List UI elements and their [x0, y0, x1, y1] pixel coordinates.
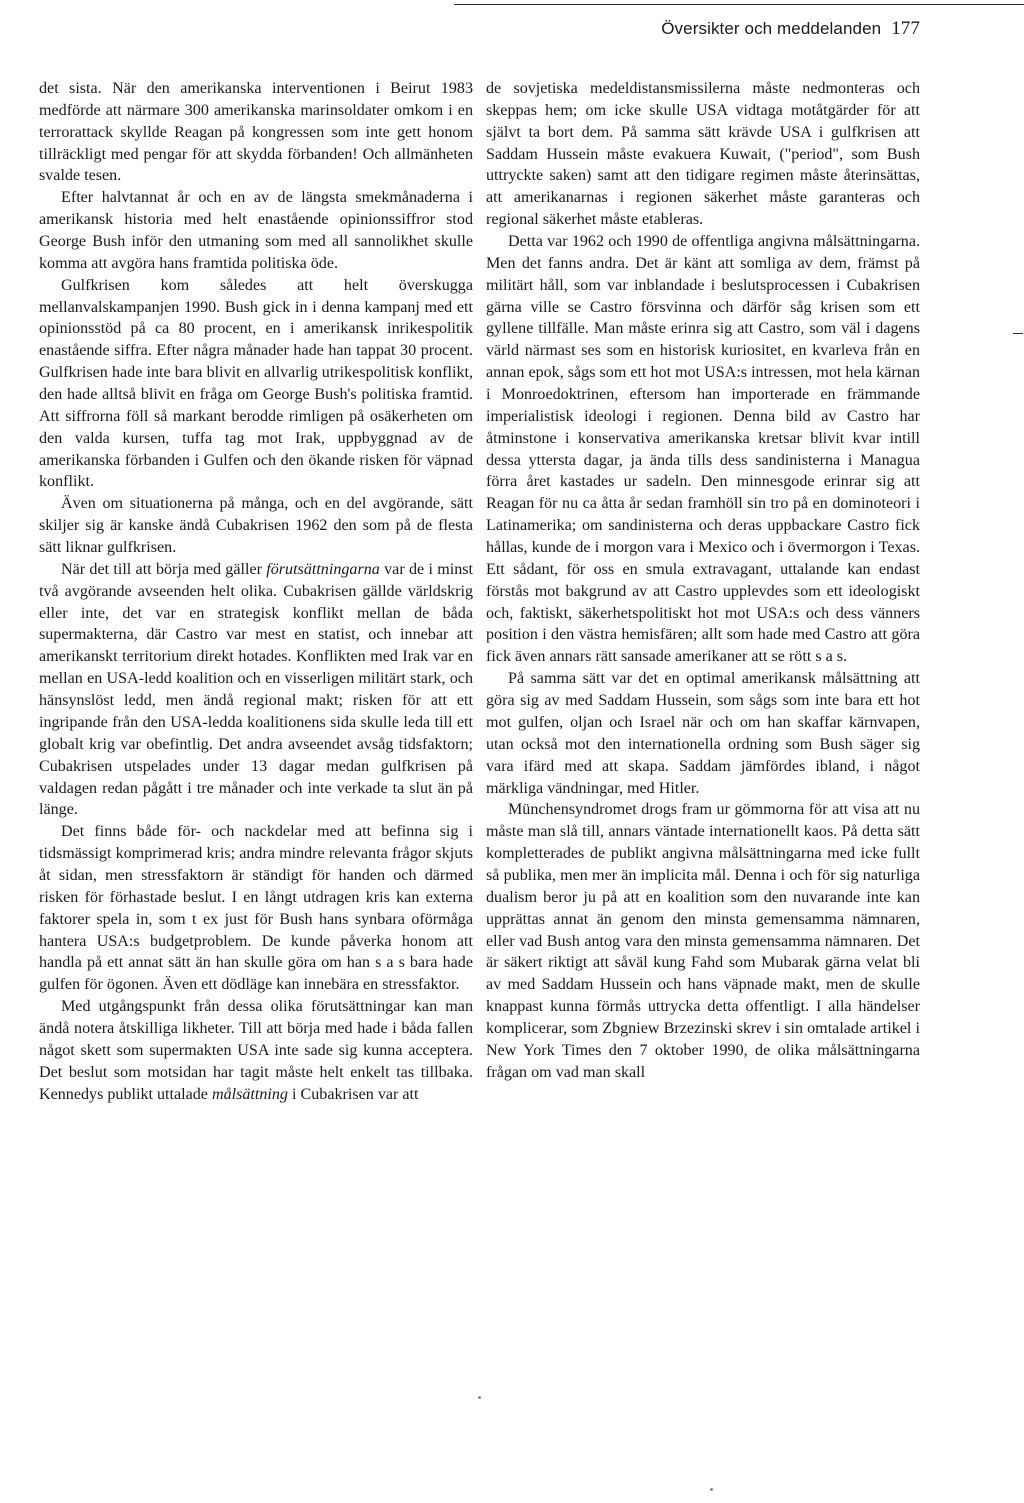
text-run: När det till att börja med gäller	[61, 560, 267, 578]
italic-term: förutsättningarna	[266, 560, 380, 578]
right-column	[486, 78, 920, 1084]
paragraph: Efter halvtannat år och en av de längsta smekmånaderna i amerikansk historia med helt enastående opinionssiffror stod George Bush inför den utmaning som med all sannolikhet skulle komma att avgöra hans framtida politiska öde.	[39, 189, 473, 272]
left-column	[39, 78, 473, 1105]
page-number: 177	[891, 18, 920, 39]
paragraph: Detta var 1962 och 1990 de offentliga angivna målsättningarna. Men det fanns andra. Det är känt att somliga av dem, främst på militärt håll, som var inblandade i beslutsprocessen i Cubakrisen gärna ville se Castro försvinna och därför såg krisen som ett gyllene tillfälle. Man måste erinra sig att Castro, som väl i dagens värld närmast ses som en historisk kuriositet, en kvarleva från en annan epok, sågs som ett hot mot USA:s intressen, mot hela kärnan i Monroedoktrinen, eftersom han importerade en främmande imperialistisk ideologi i regionen. Denna bild av Castro har åtminstone i konservativa amerikanska kretsar blivit kvar intill dessa yttersta dagar, ja ända tills dess sandinisterna i Managua förra året kastades ur sadeln. Den minnesgode erinrar sig att Reagan för nu ca åtta år sedan framhöll sin tro på en dominoteori i Latinamerika; om sandinisterna och deras uppbackare Castro fick hållas, kunde de i morgon vara i Mexico och i övermorgon i Texas. Ett sådant, för oss en smula extravagant, uttalande kan endast förstås mot bakgrund av att Castro upplevdes som ett ideologiskt och, faktiskt, säkerhetspolitiskt hot mot USA:s och dess vänners position i den västra hemisfären; allt som hade med Castro att göra fick även annars rätt sansade amerikaner att se rött s a s.	[486, 233, 921, 666]
paragraph: det sista. När den amerikanska interventionen i Beirut 1983 medförde att närmare 300 amerikanska marinsoldater omkom i en terrorattack skyllde Reagan på kongressen som inte gett honom tillräckligt med pengar för att skydda förbanden! Och allmänheten svalde tesen.	[39, 80, 473, 185]
scan-speck	[478, 1396, 481, 1399]
text-run: Med utgångspunkt från dessa olika förutsättningar kan man ändå notera åtskilliga likheter. Till att börja med hade i båda fallen något skett som supermakten USA inte sade sig kunna acceptera. Det beslut som motsidan har tagit måste helt enkelt tas tillbaka. Kennedys publikt uttalade	[39, 998, 473, 1103]
text-run: i Cubakrisen var att	[287, 1085, 419, 1103]
paragraph: Gulfkrisen kom således att helt överskugga mellanvalskampanjen 1990. Bush gick in i denna kampanj med ett opinionsstöd på ca 80 procent, en i amerikansk inrikespolitik enastående siffra. Efter några månader hade han tappat 30 procent. Gulfkrisen hade inte bara blivit en allvarlig utrikespolitisk konflikt, den hade alltså blivit en fråga om George Bush's politiska framtid. Att siffrorna föll så markant berodde rimligen på osäkerheten om den valda kursen, tuffa tag mot Irak, uppbyggnad av de amerikanska förbanden i Gulfen och den ökande risken för väpnad konflikt.	[39, 276, 473, 491]
section-title: Översikter och meddelanden	[661, 19, 882, 38]
paragraph: På samma sätt var det en optimal amerikansk målsättning att göra sig av med Saddam Hussein, som sågs som inte bara ett hot mot gulfen, oljan och Israel när och om han skaffar kärnvapen, utan också mot den internationella ordning som Bush säger sig vara ifärd med att skapa. Saddam jämfördes ibland, i något märkliga vändningar, med Hitler.	[486, 670, 920, 797]
paragraph: Det finns både för- och nackdelar med att befinna sig i tidsmässigt komprimerad kris; andra mindre relevanta frågor skjuts åt sidan, men stressfaktorn är ständigt för handen och därmed risken för förhastade beslut. I en långt utdragen kris kan externa faktorer spela in, som t ex just för Bush hans synbara oförmåga hantera USA:s budgetproblem. De kunde påverka honom att handla på ett annat sätt än han skulle göra om han s a s bara hade gulfen för ögonen. Även ett dödläge kan innebära en stressfaktor.	[39, 823, 473, 994]
margin-mark	[1013, 333, 1023, 334]
paragraph: Münchensyndromet drogs fram ur gömmorna för att visa att nu måste man slå till, annars väntade internationellt kaos. På detta sätt kompletterades de publikt angivna målsättningarna med icke fullt så publika, men mer än implicita mål. Denna i och för sig naturliga dualism beror ju på att en koalition som den nuvarande inte kan upprättas annat än genom den minsta gemensamma nämnaren, eller vad Bush antog vara den minsta gemensamma nämnaren. Det är säkert riktigt att såväl kung Fahd som Mubarak gärna velat bli av med Saddam Hussein och hans väpnade makt, men de skulle knappast kunna förmås uttrycka detta offentligt. I alla händelser komplicerar, som Zbgniew Brzezinski skrev i sin omtalade artikel i New York Times den 7 oktober 1990, de olika målsättningarna frågan om vad man skall	[486, 801, 920, 1081]
text-run: var de i minst två avgörande avseenden helt olika. Cubakrisen gällde världskrig eller inte, det var en strategisk konflikt mellan de båda supermakterna, där Castro var mest en statist, och innebar att amerikanskt territorium direkt hotades. Konflikten med Irak var en mellan en USA-ledd koalition och en visserligen militärt stark, och hänsynslöst ledd, men ändå regional makt; risken för att ett ingripande från den USA-ledda koalitionens sida skulle leda till ett globalt krig var obefintlig. Det andra avseendet avsåg tidsfaktorn; Cubakrisen utspelades under 13 dagar medan gulfkrisen på valdagen redan pågått i tre månader och inte verkade ta slut än på länge.	[39, 560, 473, 819]
paragraph	[39, 996, 473, 1105]
running-header	[661, 18, 920, 40]
italic-term: målsättning	[211, 1085, 288, 1103]
paragraph	[39, 559, 473, 821]
paragraph: Även om situationerna på många, och en del avgörande, sätt skiljer sig är kanske ändå Cubakrisen 1962 den som på de flesta sätt liknar gulfkrisen.	[39, 495, 473, 557]
scan-speck	[710, 1488, 713, 1491]
paragraph: de sovjetiska medeldistansmissilerna måste nedmonteras och skeppas hem; om icke skulle USA vidtaga motåtgärder för att självt ta bort dem. På samma sätt krävde USA i gulfkrisen att Saddam Hussein måste evakuera Kuwait, ("period", som Bush uttryckte saken) samt att den tidigare regimen måste återinsättas, att amerikanarnas i regionen säkerhet måste garanteras och regional säkerhet måste etableras.	[486, 80, 920, 229]
header-rule	[454, 4, 1024, 5]
